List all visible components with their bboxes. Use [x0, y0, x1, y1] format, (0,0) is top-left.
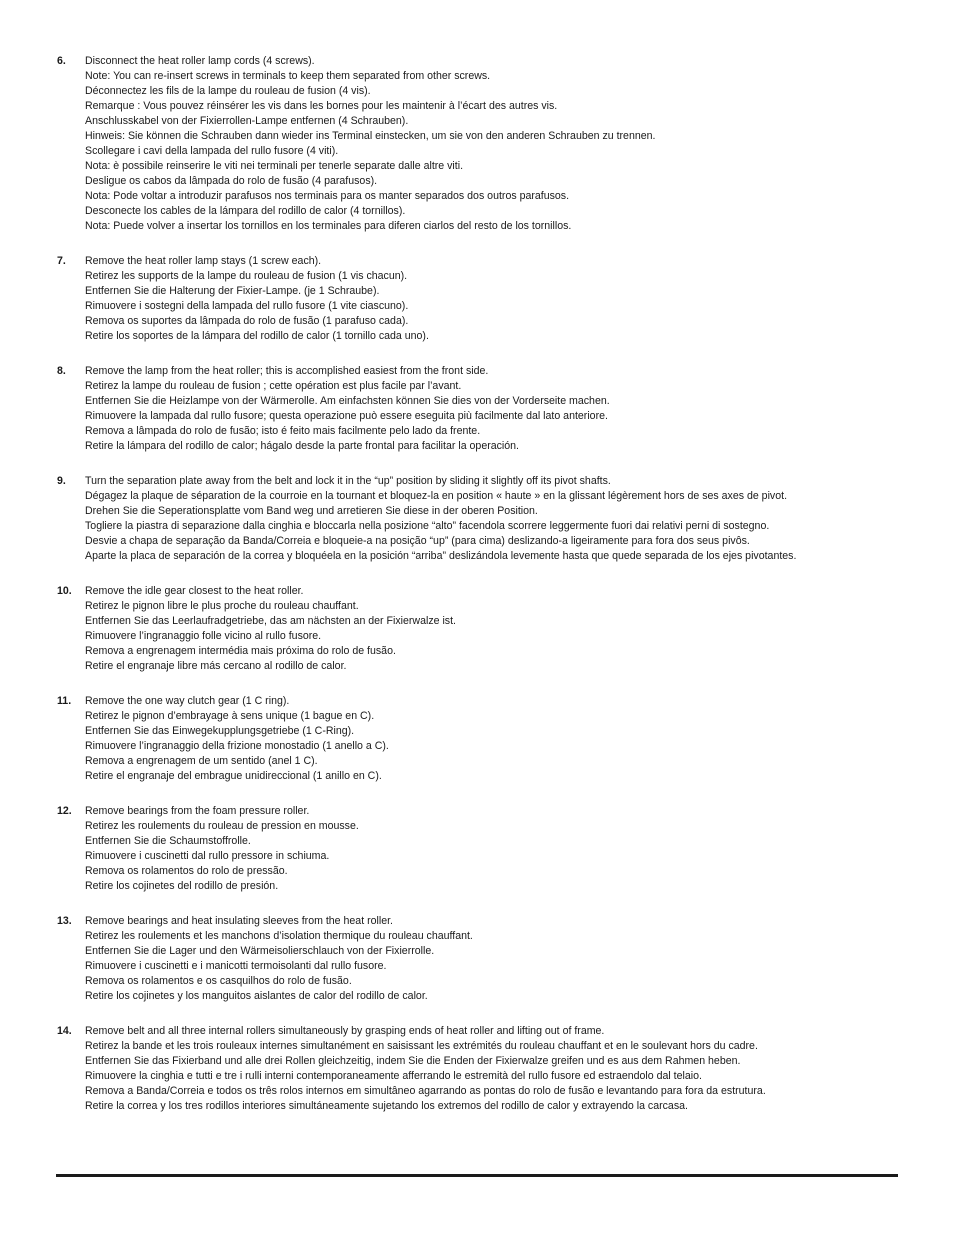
instruction-line: Scollegare i cavi della lampada del rullo fusore (4 viti).	[85, 145, 339, 157]
footer-rule	[56, 1174, 898, 1177]
instruction-line: Rimuovere i cuscinetti e i manicotti termoisolanti dal rullo fusore.	[85, 960, 387, 972]
instruction-line: Desconecte los cables de la lámpara del rodillo de calor (4 tornillos).	[85, 205, 406, 217]
instruction-step	[57, 584, 917, 674]
instruction-step	[57, 54, 917, 234]
instruction-step	[57, 474, 917, 564]
instruction-line: Entfernen Sie die Lager und den Wärmeisolierschlauch von der Fixierrolle.	[85, 945, 435, 957]
instruction-line: Retire el engranaje libre más cercano al rodillo de calor.	[85, 660, 347, 672]
instruction-line: Retirez le pignon d’embrayage à sens unique (1 bague en C).	[85, 710, 375, 722]
instruction-line: Remova a lâmpada do rolo de fusão; isto é feito mais facilmente pelo lado da frente.	[85, 425, 481, 437]
instruction-line: Remove the one way clutch gear (1 C ring).	[85, 695, 290, 707]
step-number: 13.	[57, 915, 72, 927]
instruction-line: Remove the heat roller lamp stays (1 screw each).	[85, 255, 322, 267]
step-number: 8.	[57, 365, 66, 377]
instruction-line: Nota: Puede volver a insertar los tornillos en los terminales para diferen ciarlos del resto de los tornillos.	[85, 220, 572, 232]
instruction-line: Turn the separation plate away from the belt and lock it in the “up” position by sliding it slightly off its pivot shafts.	[85, 475, 611, 487]
instruction-step	[57, 914, 917, 1004]
instruction-line: Rimuovere i sostegni della lampada del rullo fusore (1 vite ciascuno).	[85, 300, 409, 312]
instruction-line: Entfernen Sie die Heizlampe von der Wärmerolle. Am einfachsten können Sie dies von der Vorderseite machen.	[85, 395, 610, 407]
step-number: 7.	[57, 255, 66, 267]
instruction-line: Note: You can re-insert screws in terminals to keep them separated from other screws.	[85, 70, 491, 82]
instruction-line: Entfernen Sie das Fixierband und alle drei Rollen gleichzeitig, indem Sie die Enden der Fixierwalze greifen und es aus dem Rahmen heben.	[85, 1055, 741, 1067]
instruction-line: Remove the lamp from the heat roller; this is accomplished easiest from the front side.	[85, 365, 489, 377]
instruction-line: Retire los cojinetes y los manguitos aislantes de calor del rodillo de calor.	[85, 990, 428, 1002]
instruction-line: Desligue os cabos da lâmpada do rolo de fusão (4 parafusos).	[85, 175, 378, 187]
step-text	[85, 1024, 917, 1114]
instruction-line: Nota: Pode voltar a introduzir parafusos nos terminais para os manter separados dos outros parafusos.	[85, 190, 570, 202]
instruction-line: Dégagez la plaque de séparation de la courroie en la tournant et bloquez-la en position « haute » en la glissant légèrement hors de ses axes de pivot.	[85, 490, 788, 502]
instruction-step	[57, 364, 917, 454]
step-text	[85, 914, 917, 1004]
instruction-line: Togliere la piastra di separazione dalla cinghia e bloccarla nella posizione “alto” facendola scorrere leggermente fuori dai relativi perni di sostegno.	[85, 520, 770, 532]
instruction-line: Desvie a chapa de separação da Banda/Correia e bloqueie-a na posição “up” (para cima) deslizando-a ligeiramente para fora dos seus pivôs.	[85, 535, 750, 547]
instruction-line: Remova a engrenagem intermédia mais próxima do rolo de fusão.	[85, 645, 396, 657]
instruction-line: Remarque : Vous pouvez réinsérer les vis dans les bornes pour les maintenir à l’écart des autres vis.	[85, 100, 558, 112]
instruction-line: Retire los soportes de la lámpara del rodillo de calor (1 tornillo cada uno).	[85, 330, 429, 342]
step-text	[85, 254, 917, 344]
step-number: 11.	[57, 695, 72, 707]
instruction-line: Retirez les supports de la lampe du rouleau de fusion (1 vis chacun).	[85, 270, 408, 282]
step-number: 6.	[57, 55, 66, 67]
step-number: 9.	[57, 475, 66, 487]
instruction-line: Aparte la placa de separación de la correa y bloquéela en la posición “arriba” deslizándola levemente hasta que quede separada de los ejes pivotantes.	[85, 550, 797, 562]
instruction-line: Entfernen Sie die Halterung der Fixier-Lampe. (je 1 Schraube).	[85, 285, 380, 297]
instruction-line: Remove belt and all three internal rollers simultaneously by grasping ends of heat roller and lifting out of frame.	[85, 1025, 605, 1037]
instruction-line: Retire la correa y los tres rodillos interiores simultáneamente sujetando los extremos del rodillo de calor y extrayendo la carcasa.	[85, 1100, 688, 1112]
instruction-line: Remova a Banda/Correia e todos os três rolos internos em simultâneo agarrando as pontas do rolo de fusão e levantando para fora da estrutura.	[85, 1085, 766, 1097]
step-text	[85, 54, 917, 234]
instruction-line: Remove bearings and heat insulating sleeves from the heat roller.	[85, 915, 393, 927]
step-number: 10.	[57, 585, 72, 597]
instruction-line: Retirez la bande et les trois rouleaux internes simultanément en saisissant les extrémités du rouleau chauffant et en le soulevant hors du cadre.	[85, 1040, 758, 1052]
instruction-steps	[57, 54, 917, 1134]
step-number: 12.	[57, 805, 72, 817]
instruction-line: Entfernen Sie das Leerlaufradgetriebe, das am nächsten an der Fixierwalze ist.	[85, 615, 456, 627]
instruction-line: Retire los cojinetes del rodillo de presión.	[85, 880, 279, 892]
instruction-line: Déconnectez les fils de la lampe du rouleau de fusion (4 vis).	[85, 85, 371, 97]
step-text	[85, 474, 917, 564]
step-text	[85, 584, 917, 674]
instruction-line: Entfernen Sie das Einwegekupplungsgetriebe (1 C-Ring).	[85, 725, 355, 737]
instruction-line: Remove the idle gear closest to the heat roller.	[85, 585, 304, 597]
instruction-line: Retirez les roulements et les manchons d’isolation thermique du rouleau chauffant.	[85, 930, 473, 942]
instruction-line: Anschlusskabel von der Fixierrollen-Lampe entfernen (4 Schrauben).	[85, 115, 409, 127]
instruction-line: Remova os rolamentos e os casquilhos do rolo de fusão.	[85, 975, 352, 987]
instruction-line: Entfernen Sie die Schaumstoffrolle.	[85, 835, 251, 847]
instruction-line: Rimuovere la lampada dal rullo fusore; questa operazione può essere eseguita più facilmente dal lato anteriore.	[85, 410, 608, 422]
instruction-line: Remova a engrenagem de um sentido (anel 1 C).	[85, 755, 318, 767]
instruction-line: Rimuovere i cuscinetti dal rullo pressore in schiuma.	[85, 850, 330, 862]
instruction-step	[57, 254, 917, 344]
step-text	[85, 364, 917, 454]
instruction-line: Rimuovere l’ingranaggio folle vicino al rullo fusore.	[85, 630, 322, 642]
instruction-line: Retirez les roulements du rouleau de pression en mousse.	[85, 820, 359, 832]
instruction-line: Rimuovere l’ingranaggio della frizione monostadio (1 anello a C).	[85, 740, 389, 752]
instruction-line: Hinweis: Sie können die Schrauben dann wieder ins Terminal einstecken, um sie von den anderen Schrauben zu trennen.	[85, 130, 656, 142]
step-number: 14.	[57, 1025, 72, 1037]
instruction-line: Remova os suportes da lâmpada do rolo de fusão (1 parafuso cada).	[85, 315, 409, 327]
instruction-step	[57, 1024, 917, 1114]
step-text	[85, 694, 917, 784]
instruction-line: Retire el engranaje del embrague unidireccional (1 anillo en C).	[85, 770, 382, 782]
instruction-line: Nota: è possibile reinserire le viti nei terminali per tenerle separate dalle altre viti.	[85, 160, 464, 172]
instruction-step	[57, 804, 917, 894]
instruction-step	[57, 694, 917, 784]
instruction-line: Remove bearings from the foam pressure roller.	[85, 805, 310, 817]
step-text	[85, 804, 917, 894]
instruction-line: Disconnect the heat roller lamp cords (4 screws).	[85, 55, 315, 67]
instruction-line: Drehen Sie die Seperationsplatte vom Band weg und arretieren Sie diese in der oberen Position.	[85, 505, 538, 517]
instruction-line: Retire la lámpara del rodillo de calor; hágalo desde la parte frontal para facilitar la operación.	[85, 440, 520, 452]
instruction-line: Rimuovere la cinghia e tutti e tre i rulli interni contemporaneamente afferrando le estremità del rullo fusore ed estraendolo dal telaio.	[85, 1070, 702, 1082]
instruction-line: Remova os rolamentos do rolo de pressão.	[85, 865, 288, 877]
instruction-line: Retirez la lampe du rouleau de fusion ; cette opération est plus facile par l’avant.	[85, 380, 462, 392]
instruction-line: Retirez le pignon libre le plus proche du rouleau chauffant.	[85, 600, 359, 612]
